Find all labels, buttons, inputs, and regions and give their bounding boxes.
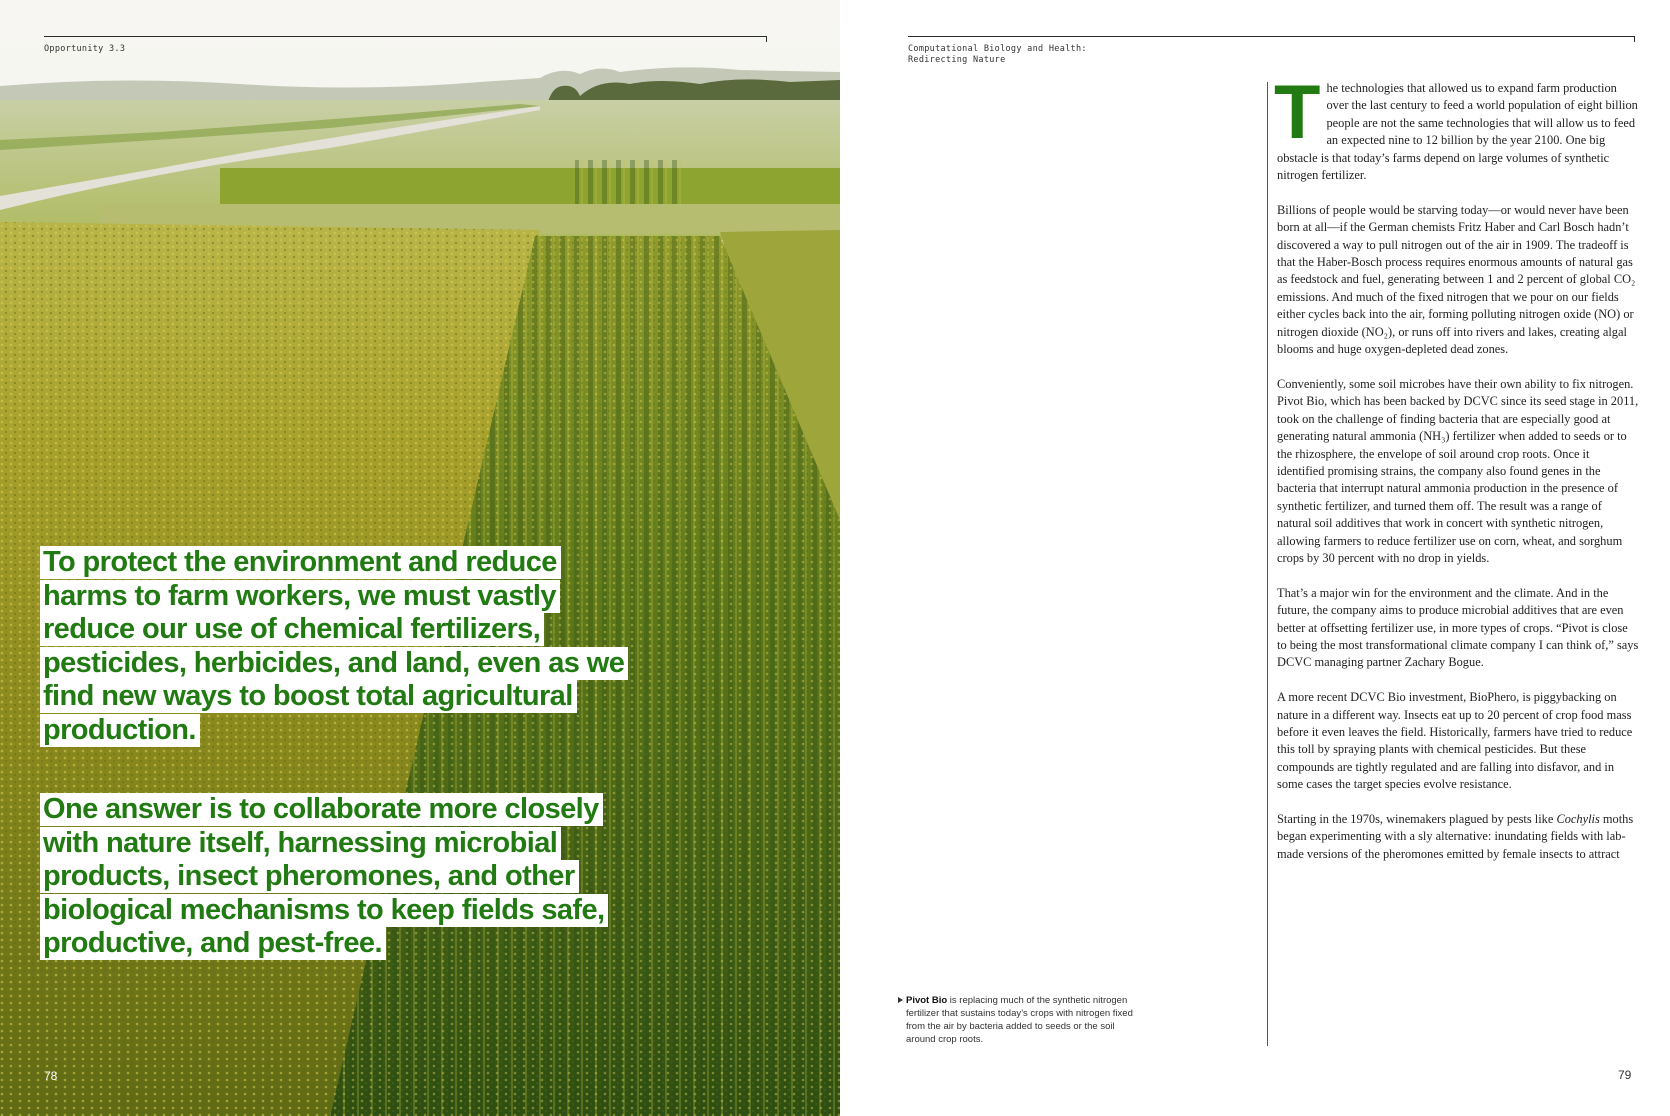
running-header-line1: Computational Biology and Health:	[908, 44, 1087, 54]
page-number-left: 78	[44, 1069, 58, 1083]
pullquote-2	[40, 793, 640, 961]
drop-cap: T	[1274, 70, 1321, 155]
paragraph-1-text: he technologies that allowed us to expand farm production over the last century to feed a world population of eight billion people are not the same technologies that will allow us to feed an expected nine to 12 billion by the year 2100. One big obstacle is that today’s farms depend on large volumes of synthetic nitrogen fertilizer.	[1277, 81, 1638, 183]
running-header	[908, 44, 1087, 66]
pullquote-1-text: To protect the environment and reduce harms to farm workers, we must vastly reduce our use of chemical fertilizers, pesticides, herbicides, and land, even as we find new ways to boost total agricultural production.	[40, 546, 628, 747]
header-rule-left	[44, 36, 767, 37]
paragraph-2: Billions of people would be starving today—or would never have been born at all—if the German chemists Fritz Haber and Carl Bosch hadn’t discovered a way to pull nitrogen out of the air in 1909. The tradeoff is that the Haber-Bosch process requires enormous amounts of natural gas as feedstock and fuel, generating between 1 and 2 percent of global CO₂ emissions. And much of the fixed nitrogen that we pour on our fields either cycles back into the air, forming polluting nitrogen oxide (NO) or nitrogen dioxide (NO₂), or runs off into rivers and lakes, creating algal blooms and huge oxygen-depleted dead zones.	[1277, 202, 1636, 357]
column-rule	[1267, 82, 1268, 1046]
paragraph-5: A more recent DCVC Bio investment, BioPhero, is piggybacking on nature in a different way. Insects eat up to 20 percent of crop food mass before it even leaves the field. Historically, farmers have tried to reduce this toll by spraying plants with chemical pesticides. But these compounds are tightly regulated and are falling into disfavor, and in some cases the target species evolve resistance.	[1277, 690, 1633, 792]
paragraph-3: Conveniently, some soil microbes have their own ability to fix nitrogen. Pivot Bio, which has been backed by DCVC since its seed stage in 2011, took on the challenge of finding bacteria that are especially good at generating natural ammonia (NH₃) fertilizer when added to seeds or to the rhizosphere, the envelope of soil around crop roots. Once it identified promising strains, the company also found genes in the bacteria that interrupt natural ammonia production in the presence of synthetic fertilizer, and turned them off. The result was a range of natural soil additives that work in concert with synthetic nitrogen, allowing farmers to reduce fertilizer use on corn, wheat, and sorghum crops by 30 percent with no drop in yields.	[1277, 376, 1639, 565]
paragraph-4: That’s a major win for the environment and the climate. And in the future, the company aims to produce microbial additives that are even better at offsetting fertilizer use, in more types of crops. “Pivot is close to being the most transformational climate company I can think of,” says DCVC managing partner Zachary Bogue.	[1277, 585, 1639, 670]
pullquote-2-text: One answer is to collaborate more closely with nature itself, harnessing microbial products, insect pheromones, and other biological mechanisms to keep fields safe, productive, and pest-free.	[40, 793, 608, 960]
running-header-line2: Redirecting Nature	[908, 55, 1006, 65]
photo-caption	[898, 994, 1146, 1046]
article-body	[1274, 70, 1639, 881]
paragraph-1	[1274, 70, 1639, 184]
header-rule-right	[908, 36, 1635, 37]
paragraph-6-end: moths began experimenting with a sly alternative: inundating fields with lab-made versions of the pheromones emitted by female insects to attract	[1277, 811, 1634, 861]
right-page	[840, 0, 1670, 1116]
paragraph-6-start: Starting in the 1970s, winemakers plagued by pests like	[1277, 811, 1557, 826]
paragraph-6-italic: Cochylis	[1556, 811, 1600, 826]
section-label: Opportunity 3.3	[44, 44, 126, 54]
caption-arrow-icon	[898, 997, 903, 1003]
caption-text: is replacing much of the synthetic nitrogen fertilizer that sustains today’s crops with nitrogen fixed from the air by bacteria added to seeds or the soil around crop roots.	[906, 995, 1133, 1045]
caption-bold: Pivot Bio	[906, 995, 948, 1006]
pullquote-1	[40, 546, 640, 748]
paragraph-6	[1277, 811, 1639, 863]
page-number-right: 79	[1618, 1068, 1632, 1082]
